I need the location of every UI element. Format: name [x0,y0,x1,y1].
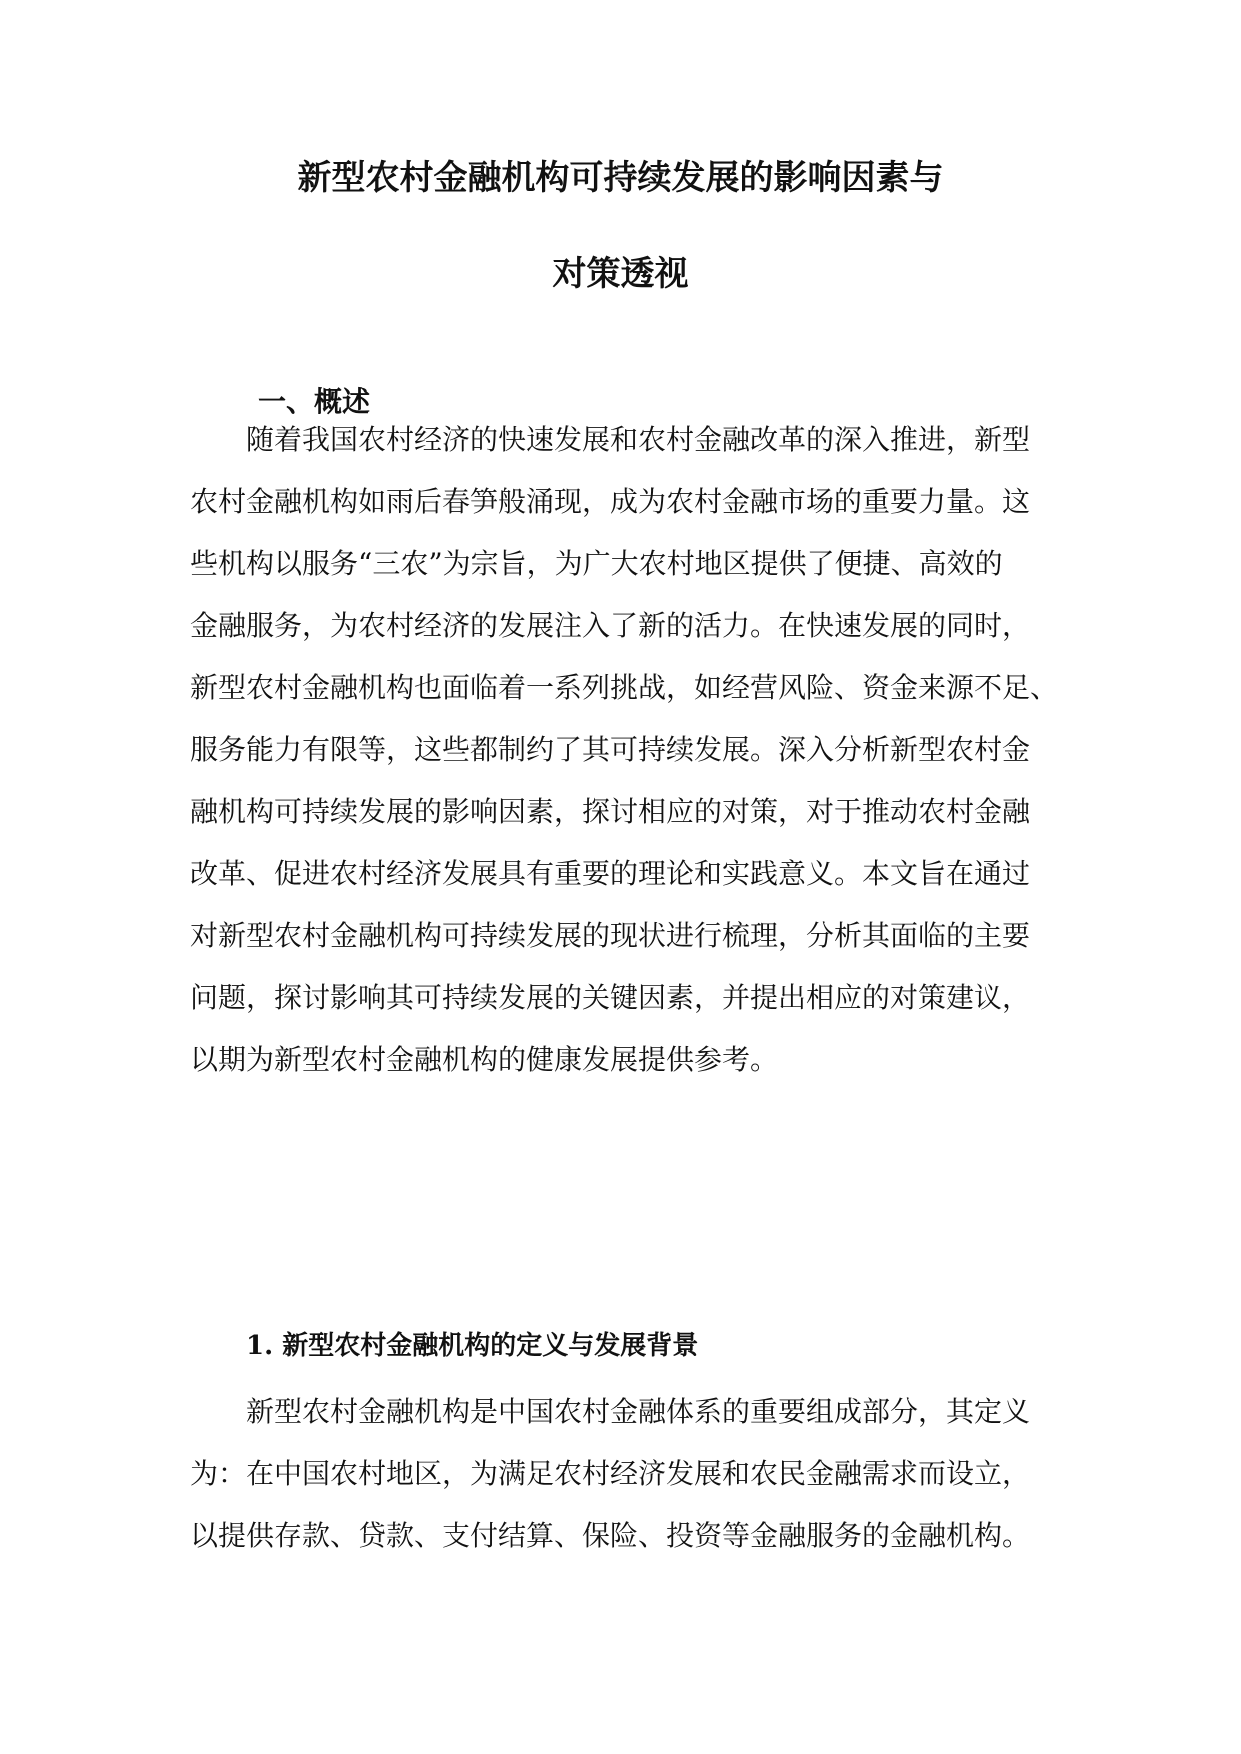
paragraph-line: 新型农村金融机构是中国农村金融体系的重要组成部分，其定义 [246,1395,1031,1428]
paragraph-line: 农村金融机构如雨后春笋般涌现，成为农村金融市场的重要力量。这 [190,485,1031,518]
subsection-heading-definition: 1. 新型农村金融机构的定义与发展背景 [246,1331,699,1361]
document-title-line-2: 对策透视 [552,254,689,294]
paragraph-line: 以提供存款、贷款、支付结算、保险、投资等金融服务的金融机构。 [190,1519,1031,1552]
paragraph-line: 些机构以服务“三农”为宗旨，为广大农村地区提供了便捷、高效的 [190,547,1003,580]
section-heading-overview: 一、概述 [258,385,371,418]
paragraph-line: 问题，探讨影响其可持续发展的关键因素，并提出相应的对策建议， [190,981,1031,1014]
paragraph-line: 对新型农村金融机构可持续发展的现状进行梳理，分析其面临的主要 [190,919,1031,952]
paragraph-line: 为：在中国农村地区，为满足农村经济发展和农民金融需求而设立， [190,1457,1031,1490]
document-title-line-1: 新型农村金融机构可持续发展的影响因素与 [297,158,944,198]
paragraph-line: 随着我国农村经济的快速发展和农村金融改革的深入推进，新型 [246,423,1031,456]
paragraph-line: 以期为新型农村金融机构的健康发展提供参考。 [190,1043,779,1076]
paragraph-line: 融机构可持续发展的影响因素，探讨相应的对策，对于推动农村金融 [190,795,1031,828]
paragraph-line: 服务能力有限等，这些都制约了其可持续发展。深入分析新型农村金 [190,733,1031,766]
paragraph-line: 新型农村金融机构也面临着一系列挑战，如经营风险、资金来源不足、 [190,671,1059,704]
paragraph-line: 改革、促进农村经济发展具有重要的理论和实践意义。本文旨在通过 [190,857,1031,890]
paragraph-line: 金融服务，为农村经济的发展注入了新的活力。在快速发展的同时， [190,609,1031,642]
